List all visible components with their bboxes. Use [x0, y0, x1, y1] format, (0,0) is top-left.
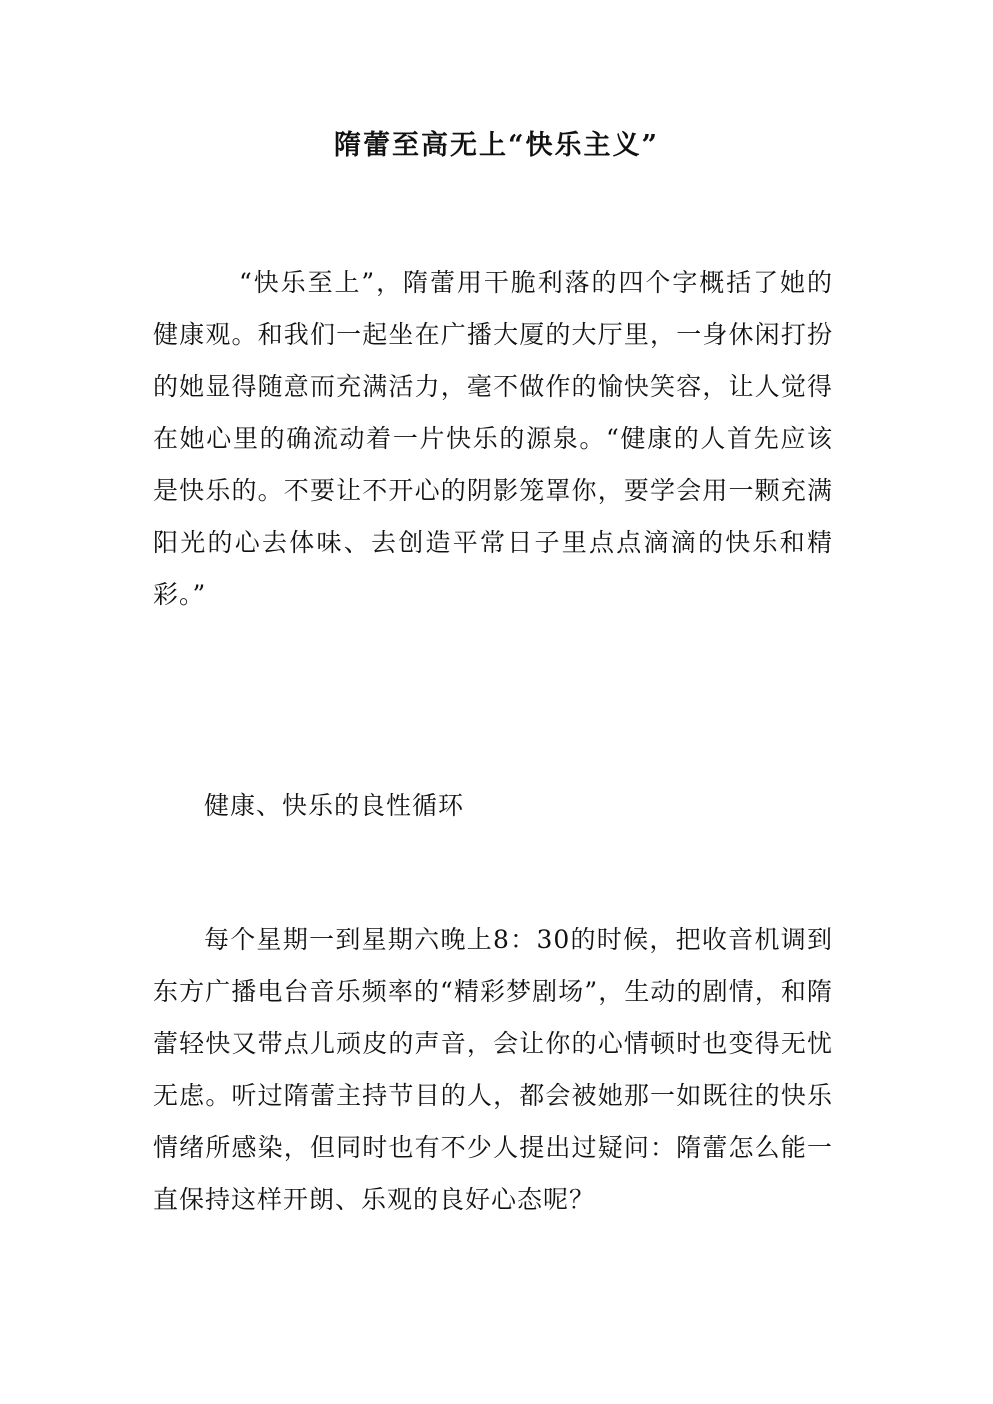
intro-paragraph: “快乐至上”，隋蕾用干脆利落的四个字概括了她的健康观。和我们一起坐在广播大厦的大厅里，一身休闲打扮的她显得随意而充满活力，毫不做作的愉快笑容，让人觉得在她心里的确流动着一片快乐的源泉。“健康的人首先应该是快乐的。不要让不开心的阴影笼罩你，要学会用一颗充满阳光的心去体味、去创造平常日子里点点滴滴的快乐和精彩。”: [153, 268, 833, 609]
body-paragraph: 每个星期一到星期六晚上8：30的时候，把收音机调到东方广播电台音乐频率的“精彩梦剧场”，生动的剧情，和隋蕾轻快又带点儿顽皮的声音，会让你的心情顿时也变得无忧无虑。听过隋蕾主持节目的人，都会被她那一如既往的快乐情绪所感染，但同时也有不少人提出过疑问：隋蕾怎么能一直保持这样开朗、乐观的良好心态呢？: [153, 925, 833, 1214]
section-heading: 健康、快乐的良性循环: [204, 791, 465, 820]
page-title: 隋蕾至高无上“快乐主义”: [333, 130, 660, 161]
